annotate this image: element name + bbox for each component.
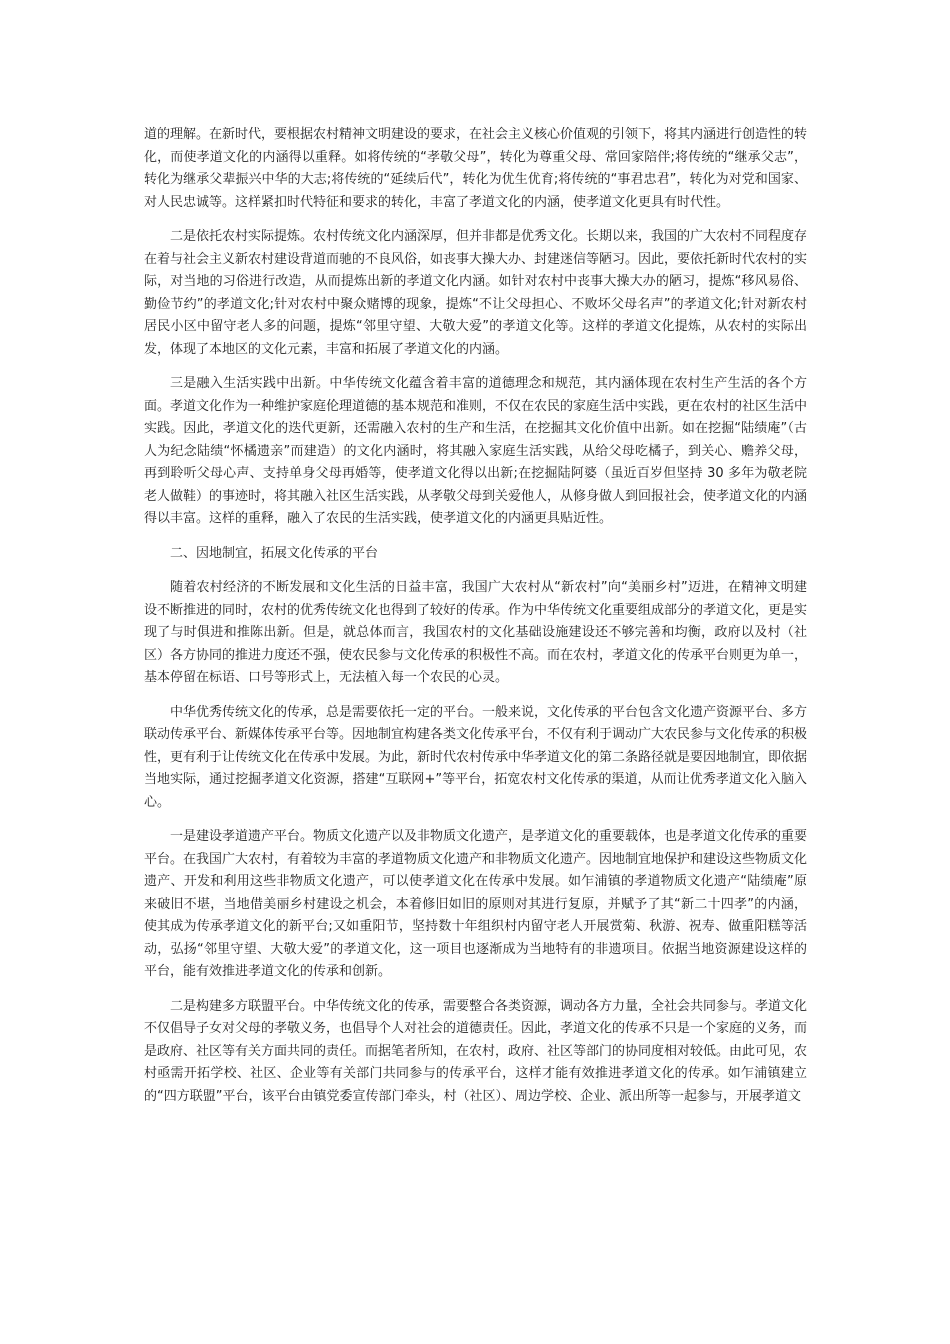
document-body <box>144 124 807 1120</box>
paragraph-development: 随着农村经济的不断发展和文化生活的日益丰富，我国广大农村从“新农村”向“美丽乡村”迈进，在精神文明建设不断推进的同时，农村的优秀传统文化也得到了较好的传承。作为中华传统文化重要组成部分的孝道文化，更是实现了与时俱进和推陈出新。但是，就总体而言，我国农村的文化基础设施建设还不够完善和均衡，政府以及村（社区）各方协同的推进力度还不强，使农民参与文化传承的积极性不高。而在农村，孝道文化的传承平台则更为单一，基本停留在标语、口号等形式上，无法植入每一个农民的心灵。 <box>144 580 808 685</box>
paragraph-platform: 中华优秀传统文化的传承，总是需要依托一定的平台。一般来说，文化传承的平台包含文化遗产资源平台、多方联动传承平台、新媒体传承平台等。因地制宜构建各类文化传承平台，不仅有利于调动广大农民参与文化传承的积极性，更有利于让传统文化在传承中发展。为此，新时代农村传承中华孝道文化的第二条路径就是要因地制宜，即依据当地实际，通过挖掘孝道文化资源，搭建“互联网+”等平台，拓宽农村文化传承的渠道，从而让优秀孝道文化入脑入心。 <box>144 704 808 810</box>
paragraph-refine: 二是依托农村实际提炼。农村传统文化内涵深厚，但并非都是优秀文化。长期以来，我国的广大农村不同程度存在着与社会主义新农村建设背道而驰的不良风俗，如丧事大操大办、封建迷信等陋习。因此，要依托新时代农村的实际，对当地的习俗进行改造，从而提炼出新的孝道文化内涵。如针对农村中丧事大操大办的陋习，提炼“移风易俗、勤俭节约”的孝道文化;针对农村中聚众赌博的现象，提炼“不让父母担心、不败坏父母名声”的孝道文化;针对新农村居民小区中留守老人多的问题，提炼“邻里守望、大敬大爱”的孝道文化等。这样的孝道文化提炼，从农村的实际出发，体现了本地区的文化元素，丰富和拓展了孝道文化的内涵。 <box>144 229 808 357</box>
paragraph-heritage: 一是建设孝道遗产平台。物质文化遗产以及非物质文化遗产，是孝道文化的重要载体，也是孝道文化传承的重要平台。在我国广大农村，有着较为丰富的孝道物质文化遗产和非物质文化遗产。因地制宜地保护和建设这些物质文化遗产、开发和利用这些非物质文化遗产，可以使孝道文化在传承中发展。如乍浦镇的孝道物质文化遗产“陆绩庵”原来破旧不堪，当地借美丽乡村建设之机会，本着修旧如旧的原则对其进行复原，并赋予了其“新二十四孝”的内涵，使其成为传承孝道文化的新平台;又如重阳节，坚持数十年组织村内留守老人开展赏菊、秋游、祝寿、做重阳糕等活动，弘扬“邻里守望、大敬大爱”的孝道文化，这一项目也逐渐成为当地特有的非遗项目。依据当地资源建设这样的平台，能有效推进孝道文化的传承和创新。 <box>144 829 808 979</box>
paragraph-continuation: 道的理解。在新时代，要根据农村精神文明建设的要求，在社会主义核心价值观的引领下，将其内涵进行创造性的转化，而使孝道文化的内涵得以重释。如将传统的“孝敬父母”，转化为尊重父母、常回家陪伴;将传统的“继承父志”，转化为继承父辈振兴中华的大志;将传统的“延续后代”，转化为优生优育;将传统的“事君忠君”，转化为对党和国家、对人民忠诚等。这样紧扣时代特征和要求的转化，丰富了孝道文化的内涵，使孝道文化更具有时代性。 <box>144 127 808 210</box>
paragraph-alliance: 二是构建多方联盟平台。中华传统文化的传承，需要整合各类资源，调动各方力量，全社会共同参与。孝道文化不仅倡导子女对父母的孝敬义务，也倡导个人对社会的道德责任。因此，孝道文化的传承不只是一个家庭的义务，而是政府、社区等有关方面共同的责任。而据笔者所知，在农村，政府、社区等部门的协同度相对较低。由此可见，农村亟需开拓学校、社区、企业等有关部门共同参与的传承平台，这样才能有效推进孝道文化的传承。如乍浦镇建立的“四方联盟”平台，该平台由镇党委宣传部门牵头，村（社区）、周边学校、企业、派出所等一起参与，开展孝道文 <box>144 998 808 1104</box>
paragraph-practice: 三是融入生活实践中出新。中华传统文化蕴含着丰富的道德理念和规范，其内涵体现在农村生产生活的各个方面。孝道文化作为一种维护家庭伦理道德的基本规范和准则，不仅在农民的家庭生活中实践，更在农村的社区生活中实践。因此，孝道文化的迭代更新，还需融入农村的生产和生活，在挖掘其文化价值中出新。如在挖掘“陆绩庵”（古人为纪念陆绩“怀橘遗亲”而建造）的文化内涵时，将其融入家庭生活实践，从给父母吃橘子，到关心、赡养父母，再到聆听父母心声、支持单身父母再婚等，使孝道文化得以出新;在挖掘陆阿婆（虽近百岁但坚持 30 多年为敬老院老人做鞋）的事迹时，将其融入社区生活实践，从孝敬父母到关爱他人，从修身做人到回报社会，使孝道文化的内涵得以丰富。这样的重释，融入了农民的生活实践，使孝道文化的内涵更具贴近性。 <box>144 376 808 526</box>
section-heading: 二、因地制宜，拓展文化传承的平台 <box>170 545 379 561</box>
